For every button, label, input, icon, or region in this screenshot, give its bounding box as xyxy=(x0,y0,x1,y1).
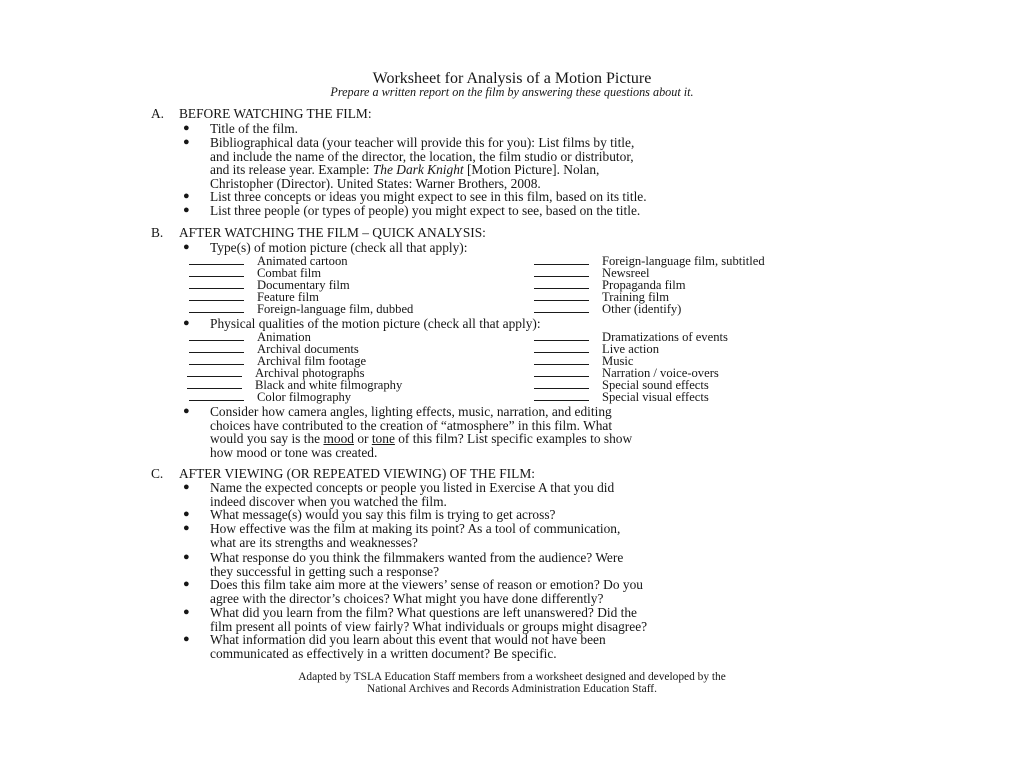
bullet-icon: ● xyxy=(183,405,190,417)
section-a-item-concepts: ● List three concepts or ideas you might expect to see in this film, based on its title. xyxy=(183,189,647,204)
blank-line[interactable] xyxy=(534,367,589,377)
blank-line[interactable] xyxy=(187,367,242,377)
section-c-item-reason-emotion: ● Does this film take aim more at the viewers’ sense of reason or emotion? Do you agree with the director’s choices? What might you have done differently? xyxy=(183,577,643,606)
bullet-icon: ● xyxy=(183,204,190,216)
checkbox-live-action[interactable]: Live action xyxy=(534,343,659,355)
checkbox-propaganda-film[interactable]: Propaganda film xyxy=(534,279,686,291)
blank-line[interactable] xyxy=(534,303,589,313)
bullet-icon: ● xyxy=(183,317,190,329)
mood-term: mood xyxy=(323,431,354,446)
blank-line[interactable] xyxy=(189,255,244,265)
checkbox-foreign-subtitled[interactable]: Foreign-language film, subtitled xyxy=(534,255,765,267)
worksheet-subtitle: Prepare a written report on the film by answering these questions about it. xyxy=(330,85,694,99)
checkbox-dramatizations[interactable]: Dramatizations of events xyxy=(534,331,728,343)
bullet-icon: ● xyxy=(183,606,190,618)
bullet-icon: ● xyxy=(183,508,190,520)
section-a-item-people: ● List three people (or types of people) you might expect to see, based on the title. xyxy=(183,203,641,218)
checkbox-feature-film[interactable]: Feature film xyxy=(189,291,319,303)
blank-line[interactable] xyxy=(534,331,589,341)
section-a-letter: A. xyxy=(151,106,165,121)
checkbox-music[interactable]: Music xyxy=(534,355,633,367)
blank-line[interactable] xyxy=(534,279,589,289)
checkbox-animated-cartoon[interactable]: Animated cartoon xyxy=(189,255,348,267)
checkbox-other[interactable]: Other (identify) xyxy=(534,303,681,315)
blank-line[interactable] xyxy=(534,343,589,353)
checkbox-narration[interactable]: Narration / voice-overs xyxy=(534,367,719,379)
blank-line[interactable] xyxy=(189,303,244,313)
example-film-title: The Dark Knight xyxy=(372,162,464,177)
section-a-item-bibliography: ● Bibliographical data (your teacher will provide this for you): List films by title, and include the name of the director, the location, the film studio or distributor, and its release year. Example: The Dark Knight [Motion Picture]. Nolan, Christopher (Director). United States: Warner Brothers, 2008. xyxy=(183,135,635,191)
blank-line[interactable] xyxy=(534,291,589,301)
blank-line[interactable] xyxy=(189,343,244,353)
checkbox-black-white[interactable]: Black and white filmography xyxy=(187,379,402,391)
bullet-icon: ● xyxy=(183,122,190,134)
section-b-heading xyxy=(151,226,486,240)
section-b-letter: B. xyxy=(151,225,164,240)
blank-line[interactable] xyxy=(189,331,244,341)
checkbox-color[interactable]: Color filmography xyxy=(189,391,351,403)
checkbox-special-visual[interactable]: Special visual effects xyxy=(534,391,709,403)
section-c-item-expected: ● Name the expected concepts or people you listed in Exercise A that you did indeed discover when you watched the film. xyxy=(183,480,615,509)
bullet-icon: ● xyxy=(183,190,190,202)
bullet-icon: ● xyxy=(183,136,190,148)
checkbox-combat-film[interactable]: Combat film xyxy=(189,267,321,279)
checkbox-documentary-film[interactable]: Documentary film xyxy=(189,279,350,291)
checkbox-training-film[interactable]: Training film xyxy=(534,291,669,303)
checkbox-foreign-dubbed[interactable]: Foreign-language film, dubbed xyxy=(189,303,413,315)
section-b-title: AFTER WATCHING THE FILM – QUICK ANALYSIS: xyxy=(179,225,486,240)
blank-line[interactable] xyxy=(189,355,244,365)
section-a-item-title: ● Title of the film. xyxy=(183,121,299,136)
section-a-heading xyxy=(151,107,372,121)
section-c-item-message: ● What message(s) would you say this film is trying to get across? xyxy=(183,507,556,522)
bullet-icon: ● xyxy=(183,578,190,590)
checkbox-special-sound[interactable]: Special sound effects xyxy=(534,379,709,391)
blank-line[interactable] xyxy=(189,391,244,401)
bullet-icon: ● xyxy=(183,522,190,534)
blank-line[interactable] xyxy=(534,379,589,389)
section-a-title: BEFORE WATCHING THE FILM: xyxy=(179,106,372,121)
tone-term: tone xyxy=(371,431,395,446)
section-b-consider: ● Consider how camera angles, lighting effects, music, narration, and editing choices have contributed to the creation of “atmosphere” in this film. What would you say is the mood or tone of this film? List specific examples to show how mood or tone was created. xyxy=(183,404,633,460)
section-c-item-information: ● What information did you learn about this event that would not have been communicated as effectively in a written document? Be specific. xyxy=(183,632,606,661)
checkbox-archival-footage[interactable]: Archival film footage xyxy=(189,355,366,367)
bullet-icon: ● xyxy=(183,551,190,563)
section-c-heading xyxy=(151,467,535,481)
blank-line[interactable] xyxy=(189,279,244,289)
section-b-types-label: ● Type(s) of motion picture (check all that apply): xyxy=(183,240,468,255)
checkbox-animation[interactable]: Animation xyxy=(189,331,311,343)
checkbox-newsreel[interactable]: Newsreel xyxy=(534,267,650,279)
bullet-icon: ● xyxy=(183,633,190,645)
section-c-title: AFTER VIEWING (OR REPEATED VIEWING) OF THE FILM: xyxy=(179,466,535,481)
blank-line[interactable] xyxy=(189,291,244,301)
checkbox-archival-documents[interactable]: Archival documents xyxy=(189,343,359,355)
bullet-icon: ● xyxy=(183,481,190,493)
section-c-letter: C. xyxy=(151,466,164,481)
blank-line[interactable] xyxy=(534,267,589,277)
credit-footer: Adapted by TSLA Education Staff members from a worksheet designed and developed by the National Archives and Records Administration Education Staff. xyxy=(298,671,726,695)
bullet-icon: ● xyxy=(183,241,190,253)
section-c-item-learn: ● What did you learn from the film? What questions are left unanswered? Did the film present all points of view fairly? What individuals or groups might disagree? xyxy=(183,605,648,634)
blank-line[interactable] xyxy=(189,267,244,277)
section-b-qualities-label: ● Physical qualities of the motion picture (check all that apply): xyxy=(183,316,541,331)
blank-line[interactable] xyxy=(534,355,589,365)
checkbox-archival-photographs[interactable]: Archival photographs xyxy=(187,367,364,379)
section-c-item-effective: ● How effective was the film at making its point? As a tool of communication, what are its strengths and weaknesses? xyxy=(183,521,621,550)
blank-line[interactable] xyxy=(534,255,589,265)
blank-line[interactable] xyxy=(534,391,589,401)
section-c-item-response: ● What response do you think the filmmakers wanted from the audience? Were they successful in getting such a response? xyxy=(183,550,624,579)
blank-line[interactable] xyxy=(187,379,242,389)
worksheet-title: Worksheet for Analysis of a Motion Picture xyxy=(372,70,652,87)
